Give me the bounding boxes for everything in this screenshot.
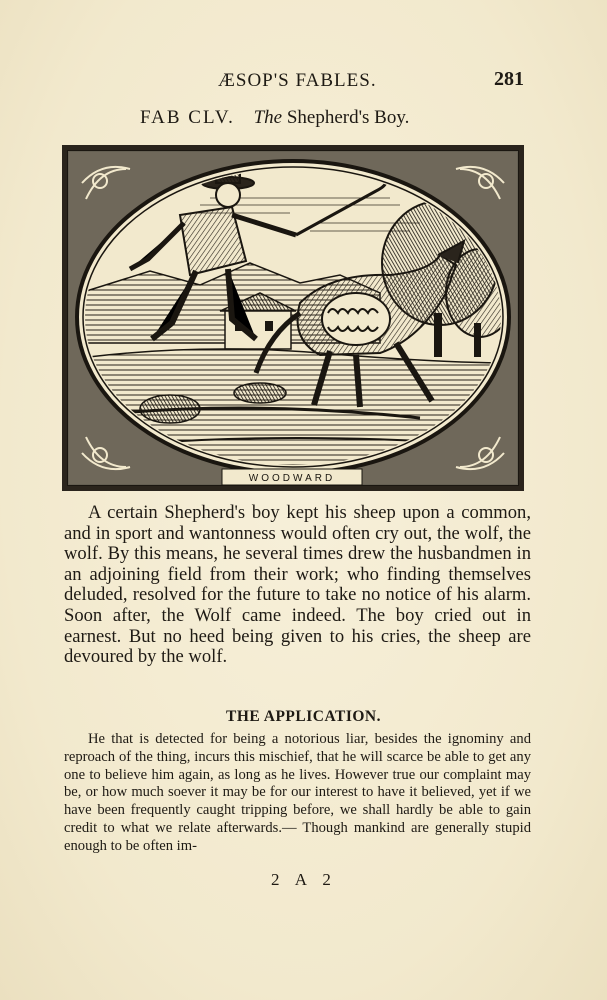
application-text: He that is detected for being a notorious liar, besides the ignominy and reproach of the thing, incurs this mischief, that he will scarce be able to get any one to believe him again, as long as he lives. However true our complaint may be, or how much soever it may be for our interest to have it believed, yet if we have been frequently caught tripping before, we shall hardly be able to gain credit to what we relate afterwards.— Though mankind are generally stupid enough to be often im- [64, 731, 531, 854]
fable-title: Shepherd's Boy. [286, 107, 410, 128]
fable-text: A certain Shepherd's boy kept his sheep upon a common, and in sport and wantonness would often cry out, the wolf, the wolf. By this means, he several times drew the husbandmen in an adjoining field from their work; who finding themselves deluded, resolved for the future to take no notice of his alarm. Soon after, the Wolf came indeed. The boy cried out in earnest. But no heed being given to his cries, the sheep are devoured by the wolf. [64, 502, 531, 668]
running-title: ÆSOP'S FABLES. [218, 70, 377, 91]
woodcut-illustration [60, 143, 526, 493]
fable-number: FAB CLV. [140, 107, 235, 128]
fable-title-article: The [253, 107, 283, 128]
page-number: 281 [494, 68, 524, 90]
application-heading: THE APPLICATION. [226, 708, 381, 725]
sheep [322, 293, 390, 345]
signature-mark: 2 A 2 [271, 870, 337, 889]
woodcut-drawing [60, 143, 526, 493]
engraver-signature: WOODWARD [248, 473, 336, 484]
running-head [0, 70, 607, 94]
fable-heading [140, 107, 409, 129]
